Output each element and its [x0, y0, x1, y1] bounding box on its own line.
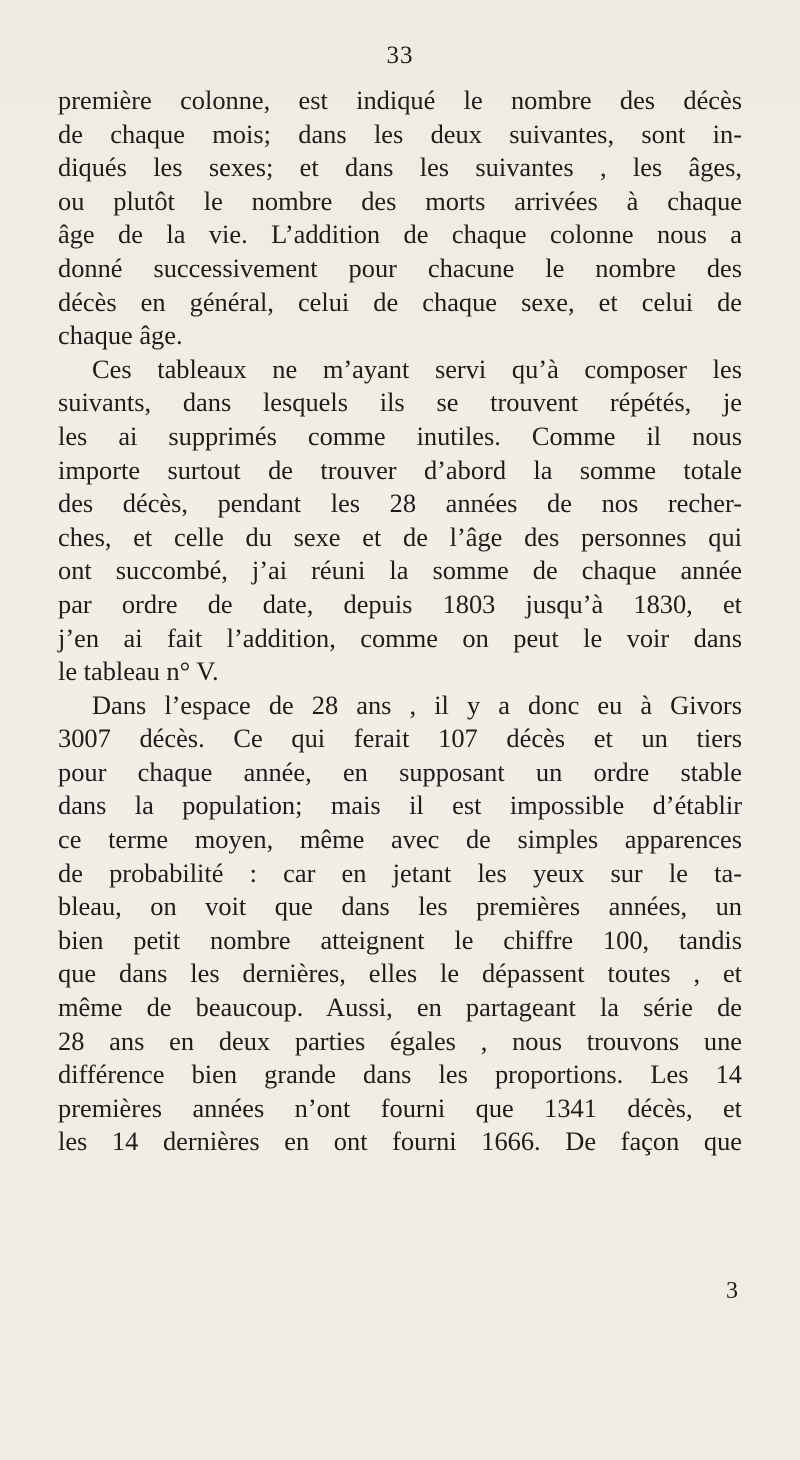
signature-mark: 3	[726, 1278, 738, 1304]
text-line: que dans les dernières, elles le dépassent toutes , et	[58, 958, 742, 989]
paragraph-3	[58, 689, 742, 1159]
text-line: dans la population; mais il est impossible d’établir	[58, 790, 742, 821]
text-line: décès en général, celui de chaque sexe, et celui de	[58, 286, 742, 317]
text-line: ont succombé, j’ai réuni la somme de chaque année	[58, 555, 742, 586]
text-line: des décès, pendant les 28 années de nos recher-	[58, 488, 742, 519]
text-line: bleau, on voit que dans les premières années, un	[58, 891, 742, 922]
text-line: de probabilité : car en jetant les yeux sur le ta-	[58, 857, 742, 888]
text-line: 28 ans en deux parties égales , nous trouvons une	[58, 1025, 742, 1056]
text-line: bien petit nombre atteignent le chiffre 100, tandis	[58, 924, 742, 955]
text-line: premières années n’ont fourni que 1341 décès, et	[58, 1092, 742, 1123]
text-line: âge de la vie. L’addition de chaque colonne nous a	[58, 219, 742, 250]
text-line: de chaque mois; dans les deux suivantes, sont in-	[58, 118, 742, 149]
text-line: les 14 dernières en ont fourni 1666. De façon que	[58, 1126, 742, 1157]
text-line: même de beaucoup. Aussi, en partageant la série de	[58, 992, 742, 1023]
body-text	[58, 84, 742, 1159]
text-line: importe surtout de trouver d’abord la somme totale	[58, 454, 742, 485]
text-line: suivants, dans lesquels ils se trouvent répétés, je	[58, 387, 742, 418]
text-line: les ai supprimés comme inutiles. Comme il nous	[58, 420, 742, 451]
text-line: le tableau n° V.	[58, 656, 219, 687]
text-line: j’en ai fait l’addition, comme on peut le voir dans	[58, 622, 742, 653]
text-line: ce terme moyen, même avec de simples apparences	[58, 824, 742, 855]
text-line: donné successivement pour chacune le nombre des	[58, 252, 742, 283]
text-line: ou plutôt le nombre des morts arrivées à chaque	[58, 185, 742, 216]
text-line: différence bien grande dans les proportions. Les 14	[58, 1059, 742, 1090]
text-line: diqués les sexes; et dans les suivantes , les âges,	[58, 152, 742, 183]
paragraph-2	[58, 353, 742, 689]
page-number: 33	[386, 42, 414, 69]
text-line: chaque âge.	[58, 320, 183, 351]
text-line: première colonne, est indiqué le nombre des décès	[58, 85, 742, 115]
text-line: ches, et celle du sexe et de l’âge des personnes qui	[58, 521, 742, 552]
text-line: par ordre de date, depuis 1803 jusqu’à 1830, et	[58, 588, 742, 619]
text-line: 3007 décès. Ce qui ferait 107 décès et un tiers	[58, 723, 742, 754]
text-line: Ces tableaux ne m’ayant servi qu’à composer les	[92, 353, 742, 384]
paragraph-1	[58, 84, 742, 353]
text-line: pour chaque année, en supposant un ordre stable	[58, 756, 742, 787]
text-line: Dans l’espace de 28 ans , il y a donc eu à Givors	[92, 689, 742, 720]
